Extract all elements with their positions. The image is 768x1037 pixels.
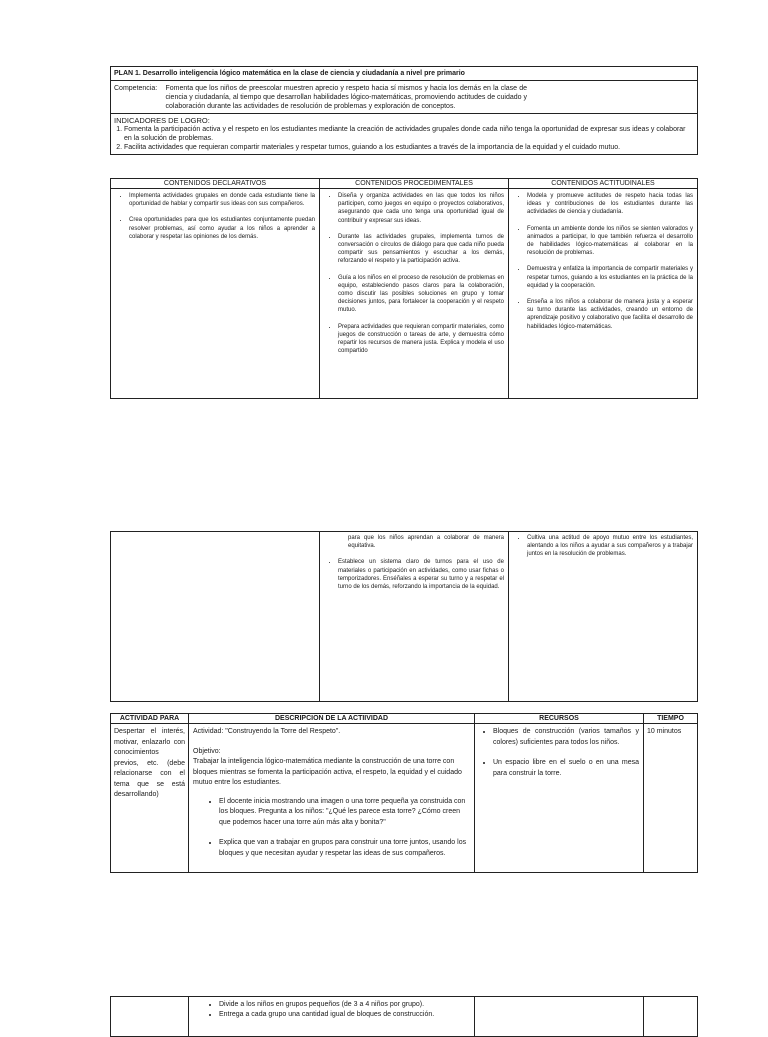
procedimentales-cont-cell (320, 532, 509, 702)
siguiente-recursos-cell (475, 997, 644, 1037)
indicadores-block (111, 114, 698, 155)
actitudinales-extra: • Cultiva una actitud de apoyo mutuo entre los estudiantes, alentando a los niños a ayudar a sus compañeros y a trabajar juntos en la resolución de problemas. (527, 534, 693, 559)
paso-item: • Explica que van a trabajar en grupos para construir una torre juntos, usando los bloques y que necesitan ayudar y respetar las ideas de sus compañeros. (219, 838, 470, 859)
header-actitudinales: CONTENIDOS ACTITUDINALES (509, 179, 698, 189)
procedimentales-cont-text: para que los niños aprendan a colaborar de manera equitativa. (348, 535, 504, 550)
header-recursos: RECURSOS (475, 714, 644, 724)
objetivo-label: Objetivo: (193, 747, 221, 755)
procedimentales-cell (320, 189, 509, 399)
siguiente-descripcion-cell (189, 997, 475, 1037)
contenidos-continuacion-table (110, 531, 698, 702)
paso-item: • Entrega a cada grupo una cantidad igual de bloques de construcción. (219, 1010, 470, 1020)
indicador-item: 2. Facilita actividades que requieran compartir materiales y respetar turnos, guiando a los estudiantes a través de la importancia de la equidad y el cuidado mutuo. (124, 143, 694, 152)
procedimentales-extra: • Establece un sistema claro de turnos para el uso de materiales o participación en actividades, como usar fichas o temporizadores. Enséñales a esperar su turno y a respetar el turno de los demás, reforzando la importancia de la equidad. (338, 558, 504, 591)
actitudinal-item: • Modela y promueve actitudes de respeto hacia todas las ideas y contribuciones de los estudiantes durante las actividades de ciencia y ciudadanía. (527, 192, 693, 217)
actitudinal-item: • Enseña a los niños a colaborar de manera justa y a esperar su turno durante las actividades, creando un entorno de aprendizaje positivo y colaborativo que facilita el desarrollo de habilidades lógico-matemáticas. (527, 298, 693, 331)
paso-item: • Divide a los niños en grupos pequeños (de 3 a 4 niños por grupo). (219, 1000, 470, 1010)
actitudinal-item: • Fomenta un ambiente donde los niños se sienten valorados y animados a participar, lo que también refuerza el desarrollo de habilidades lógico-matemáticas al colaborar en la resolución de problemas. (527, 225, 693, 258)
procedimental-item: • Durante las actividades grupales, implementa turnos de conversación o círculos de diálogo para que cada niño pueda compartir sus pensamientos y escuchar a los demás, reforzando el respeto y la participación activa. (338, 233, 504, 266)
procedimental-item: • Diseña y organiza actividades en las que todos los niños participen, como juegos en equipo o proyectos colaborativos, asegurando que cada uno tenga una oportunidad igual de contribuir y expresar sus ideas. (338, 192, 504, 225)
indicadores-label: INDICADORES DE LOGRO: (114, 116, 210, 125)
actividad-table (110, 713, 698, 873)
procedimental-item: • Guía a los niños en el proceso de resolución de problemas en equipo, estableciendo pasos claros para la colaboración, como discutir las posibles soluciones en grupo y tomar decisiones juntos, para fortalecer la cooperación y el respeto mutuo. (338, 274, 504, 315)
declarativos-cont-cell (111, 532, 320, 702)
plan-title: PLAN 1. Desarrollo inteligencia lógico matemática en la clase de ciencia y ciudadanía a nivel pre primario (111, 67, 698, 81)
declarativos-cell (111, 189, 320, 399)
procedimental-item: • Prepara actividades que requieran compartir materiales, como juegos de construcción o tareas de arte, y demuestra cómo repartir los recursos de manera justa. Explica y modela el uso compartido (338, 323, 504, 356)
actitudinales-cell (509, 189, 698, 399)
header-declarativos: CONTENIDOS DECLARATIVOS (111, 179, 320, 189)
recurso-item: • Bloques de construcción (varios tamaños y colores) suficientes para todos los niños. (493, 727, 639, 748)
indicadores-list (114, 125, 694, 152)
descripcion-cell (189, 724, 475, 873)
header-descripcion: DESCRIPCION DE LA ACTIIVIDAD (189, 714, 475, 724)
actitudinal-item: • Demuestra y enfatiza la importancia de compartir materiales y respetar turnos, guiando a los estudiantes en la práctica de la equidad y la cooperación. (527, 265, 693, 290)
siguiente-para-cell (111, 997, 189, 1037)
header-tiempo: TIEMPO (644, 714, 698, 724)
objetivo-text: Trabajar la inteligencia lógico-matemática mediante la construcción de una torre con bloques mientras se fomenta la participación activa, el respeto, la equidad y el cuidado mutuo entre los estudiantes. (193, 758, 462, 786)
actividad-nombre: Actividad: "Construyendo la Torre del Respeto". (193, 728, 341, 735)
declarativo-item: • Crea oportunidades para que los estudiantes conjuntamente puedan resolver problemas, así como ayudar a los niños a aprender a colaborar y respetar las opiniones de los demás. (129, 216, 315, 241)
recurso-item: • Un espacio libre en el suelo o en una mesa para construir la torre. (493, 758, 639, 779)
header-procedimentales: CONTENIDOS PROCEDIMENTALES (320, 179, 509, 189)
contenidos-table (110, 178, 698, 399)
actividad-para-cell: Despertar el interés, motivar, enlazarlo con conocimientos previos, etc. (debe relacionarse con el tema que se está desarrollando) (111, 724, 189, 873)
siguiente-tiempo-cell (644, 997, 698, 1037)
declarativo-item: • Implementa actividades grupales en donde cada estudiante tiene la oportunidad de hablar y compartir sus ideas con sus compañeros. (129, 192, 315, 208)
competencia-label: Competencia: (111, 81, 166, 114)
plan-table (110, 66, 698, 155)
actitudinales-cont-cell (509, 532, 698, 702)
paso-item: • El docente inicia mostrando una imagen o una torre pequeña ya construida con los bloques. Pregunta a los niños: "¿Qué les parece esta torre? ¿Cómo creen que podemos hacer una torre aún más alta y bonita?" (219, 797, 470, 829)
indicador-item: 1. Fomenta la participación activa y el respeto en los estudiantes mediante la creación de actividades grupales donde cada niño tenga la oportunidad de expresar sus ideas y colaborar en la solución de problemas. (124, 125, 694, 143)
recursos-cell (475, 724, 644, 873)
header-actividad-para: ACTIVIDAD PARA (111, 714, 189, 724)
siguiente-pagina-table (110, 996, 698, 1037)
tiempo-cell: 10 minutos (644, 724, 698, 873)
competencia-text: Fomenta que los niños de preescolar muestren aprecio y respeto hacia sí mismos y hacia los demás en la clase de ciencia y ciudadanía, al tiempo que desarrollan habilidades lógico-matemáticas, promoviendo actitudes de cuidado y colaboración durante las actividades de resolución de problemas y exploración de conceptos. (166, 81, 698, 114)
